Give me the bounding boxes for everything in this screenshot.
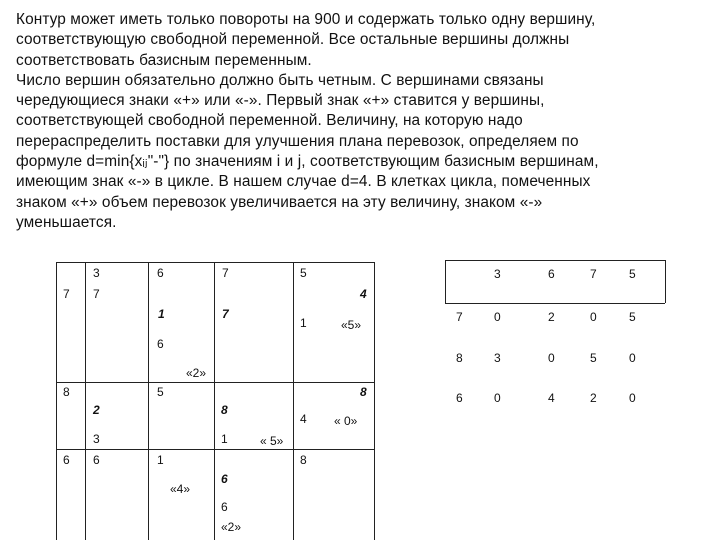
cell-allocation: 2 [93, 403, 100, 417]
cell-estimate: « 0» [334, 414, 358, 428]
grid-line [56, 262, 57, 540]
column-potential: 7 [222, 266, 229, 280]
column-potential: 5 [300, 266, 307, 280]
row-potential: 7 [63, 287, 70, 301]
table-cell: 0 [494, 391, 501, 405]
cell-value: 1 [221, 432, 228, 446]
paragraph-line: соответствовать базисным переменным. [16, 51, 312, 69]
grid-line [214, 262, 215, 540]
cell-allocation: 1 [158, 307, 165, 321]
cell-allocation: 7 [222, 307, 229, 321]
table-cell: 5 [590, 351, 597, 365]
paragraph-line: Число вершин обязательно должно быть четным. С вершинами связаны [16, 71, 544, 89]
paragraph-line: чередующиеся знаки «+» или «-». Первый знак «+» ставится у вершины, [16, 92, 545, 110]
header-value: 3 [494, 267, 501, 281]
table-cell: 2 [548, 310, 555, 324]
grid-line [445, 260, 446, 303]
cell-value: 6 [221, 500, 228, 514]
row-label: 8 [456, 351, 463, 365]
table-cell: 5 [629, 310, 636, 324]
grid-line [85, 262, 86, 540]
row-potential: 6 [63, 453, 70, 467]
paragraph-line: уменьшается. [16, 213, 117, 231]
table-cell: 0 [590, 310, 597, 324]
paragraph-line: имеющим знак «-» в цикле. В нашем случае d=4. В клетках цикла, помеченных [16, 173, 591, 191]
cell-value: 8 [300, 453, 307, 467]
cell-estimate: « 5» [260, 434, 284, 448]
cell-estimate: «5» [341, 318, 362, 332]
cell-value: 4 [300, 412, 307, 426]
paragraph-line: формуле d=min{xᵢⱼ"-"} по значениям i и j, соответствующим базисным вершинам, [16, 153, 599, 171]
cell-value: 5 [157, 385, 164, 399]
cell-value: 6 [157, 337, 164, 351]
paragraph-line: Контур может иметь только повороты на 900 и содержать только одну вершину, [16, 11, 596, 28]
cell-allocation: 8 [360, 385, 367, 399]
cell-value: 3 [93, 432, 100, 446]
table-cell: 0 [629, 391, 636, 405]
table-cell: 0 [494, 310, 501, 324]
cell-value: 6 [93, 453, 100, 467]
cell-estimate: «2» [186, 366, 207, 380]
grid-line [293, 262, 294, 540]
paragraph-line: соответствующей свободной переменной. Величину, на которую надо [16, 112, 523, 130]
grid-line [56, 449, 375, 450]
paragraph-line: соответствующую свободной переменной. Все остальные вершины должны [16, 31, 570, 49]
cell-allocation: 6 [221, 472, 228, 486]
paragraph-line: перераспределить поставки для улучшения плана перевозок, определяем по [16, 132, 579, 150]
row-label: 6 [456, 391, 463, 405]
cell-allocation: 8 [221, 403, 228, 417]
header-value: 7 [590, 267, 597, 281]
paragraph-line: знаком «+» объем перевозок увеличивается на эту величину, знаком «-» [16, 193, 543, 211]
cell-value: 1 [300, 316, 307, 330]
grid-line [374, 262, 375, 540]
table-cell: 0 [629, 351, 636, 365]
grid-line [665, 260, 666, 303]
grid-line [56, 262, 375, 263]
column-potential: 6 [157, 266, 164, 280]
header-value: 5 [629, 267, 636, 281]
grid-line [445, 303, 665, 304]
cell-value: 7 [93, 287, 100, 301]
column-potential: 3 [93, 266, 100, 280]
table-cell: 0 [548, 351, 555, 365]
header-value: 6 [548, 267, 555, 281]
row-potential: 8 [63, 385, 70, 399]
cell-allocation: 4 [360, 287, 367, 301]
cell-estimate: «2» [221, 520, 242, 534]
cell-estimate: «4» [170, 482, 191, 496]
grid-line [148, 262, 149, 540]
table-cell: 2 [590, 391, 597, 405]
grid-line [445, 260, 665, 261]
grid-line [56, 382, 375, 383]
table-cell: 3 [494, 351, 501, 365]
cell-value: 1 [157, 453, 164, 467]
table-cell: 4 [548, 391, 555, 405]
row-label: 7 [456, 310, 463, 324]
explanation-paragraph [16, 10, 706, 233]
